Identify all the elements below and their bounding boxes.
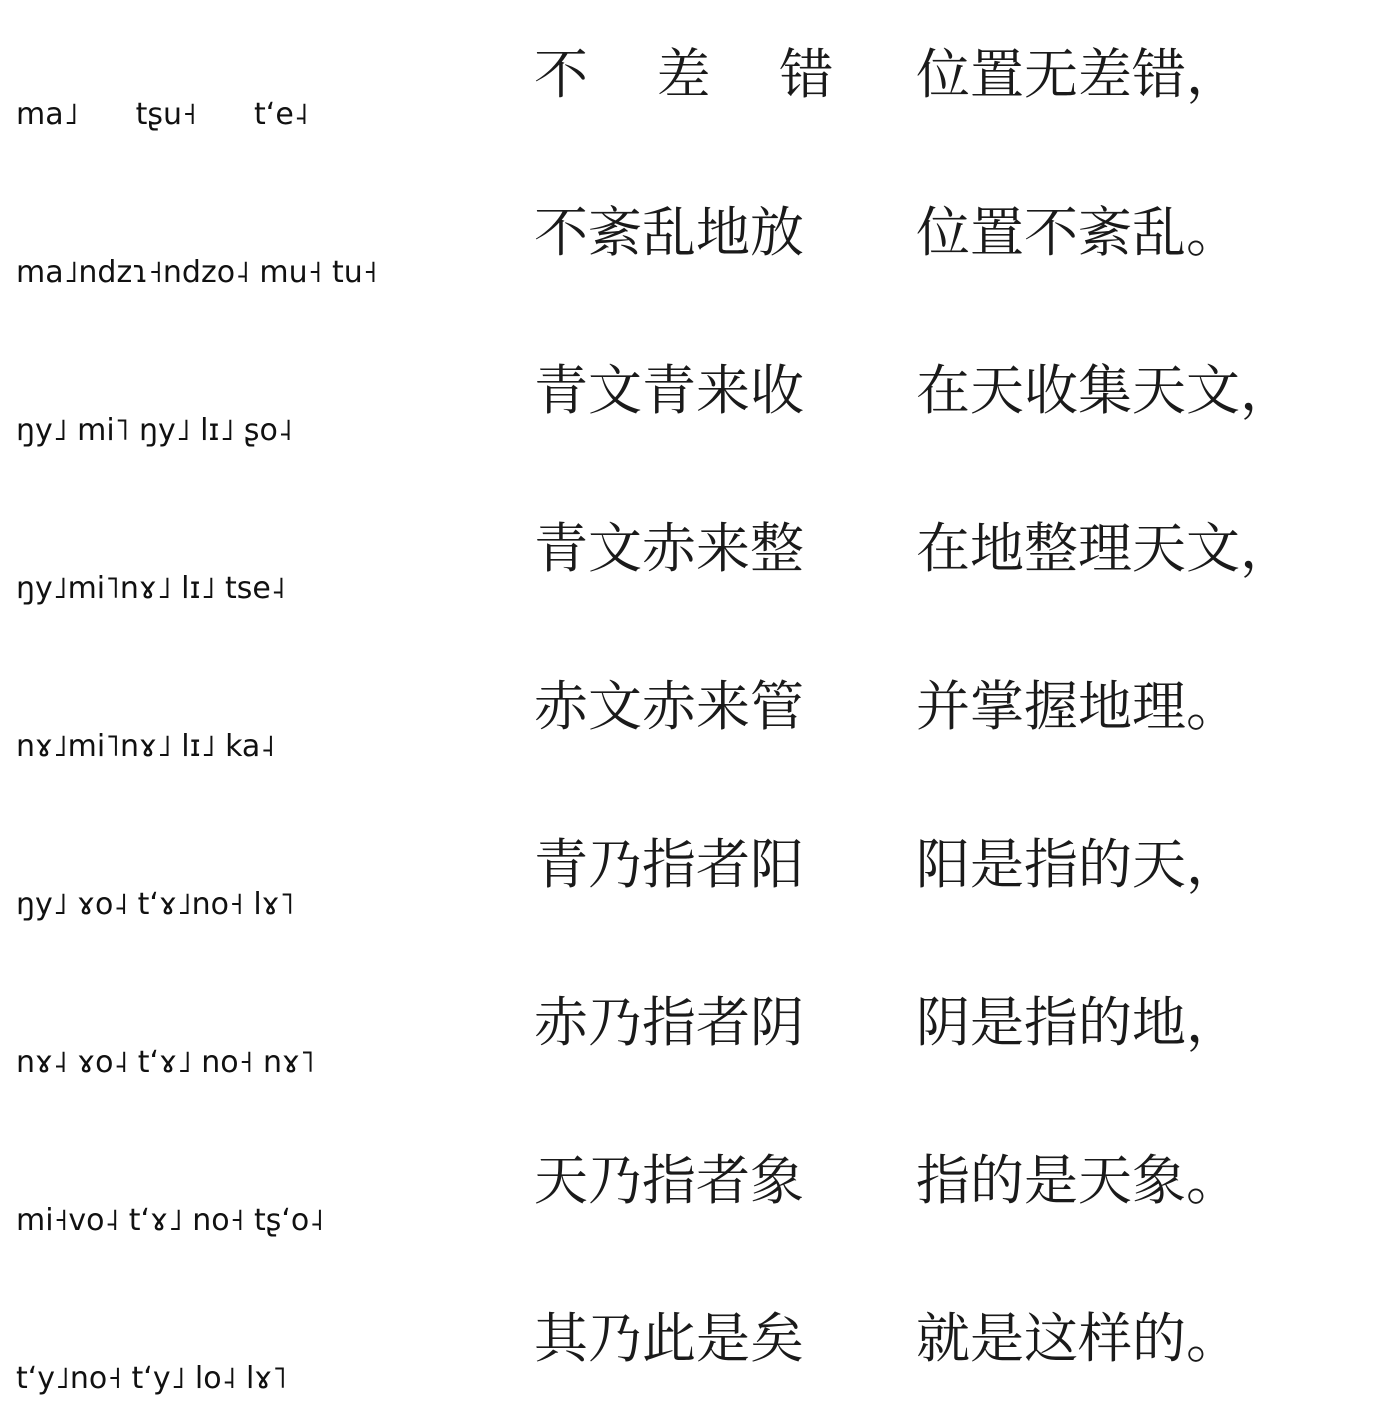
yi-script-line: [16, 954, 446, 1100]
literal-gloss: 其乃此是矣: [534, 1307, 804, 1370]
yi-character: [368, 796, 438, 874]
free-translation: 阴是指的地，: [916, 991, 1240, 1054]
yi-character: [192, 322, 262, 400]
yi-character: [192, 480, 262, 558]
literal-gloss: 不紊乱地放: [534, 201, 804, 264]
yi-character: [16, 954, 86, 1032]
yi-character: [16, 1112, 86, 1190]
phonetic-transcription: ŋy˩mi˥nɤ˩ lɪ˩ tse˨: [16, 571, 286, 606]
text-row: [0, 0, 1379, 158]
text-row: [0, 1106, 1379, 1264]
yi-script-line: [16, 322, 446, 468]
yi-character: [104, 1112, 174, 1190]
yi-character: [104, 480, 174, 558]
yi-character: [188, 6, 258, 84]
yi-character: [192, 1112, 262, 1190]
literal-gloss: 赤文赤来管: [534, 675, 804, 738]
free-translation: 指的是天象。: [916, 1149, 1240, 1212]
yi-script-line: [16, 6, 446, 152]
yi-character: [104, 164, 174, 242]
text-row: [0, 474, 1379, 632]
yi-character: [104, 796, 174, 874]
yi-character: [192, 1270, 262, 1348]
yi-character: [104, 954, 174, 1032]
text-row: [0, 1264, 1379, 1422]
phonetic-transcription: nɤ˨ ɤo˨ tʻɤ˩ no˧ nɤ˥: [16, 1045, 315, 1080]
free-translation: 位置无差错，: [916, 43, 1240, 106]
yi-character: [284, 796, 354, 874]
text-row: [0, 158, 1379, 316]
yi-character: [192, 796, 262, 874]
yi-character: [284, 1270, 354, 1348]
yi-character: [16, 1270, 86, 1348]
yi-script-line: [16, 480, 446, 626]
text-row: [0, 632, 1379, 790]
free-translation: 位置不紊乱。: [916, 201, 1240, 264]
free-translation: 阳是指的天，: [916, 833, 1240, 896]
phonetic-transcription: ma˩ tʂu˧ tʻe˨: [16, 97, 309, 132]
yi-character: [104, 638, 174, 716]
yi-character: [284, 164, 354, 242]
yi-character: [368, 164, 438, 242]
yi-character: [192, 954, 262, 1032]
yi-character: [16, 480, 86, 558]
yi-character: [104, 322, 174, 400]
literal-gloss: 天乃指者象: [534, 1149, 804, 1212]
phonetic-transcription: ma˩ndzɿ˧ndzo˨ mu˧ tu˧: [16, 255, 378, 290]
literal-gloss: 青文赤来整: [534, 517, 804, 580]
yi-character: [16, 164, 86, 242]
yi-character: [368, 322, 438, 400]
literal-gloss: 青乃指者阳: [534, 833, 804, 896]
yi-character: [368, 1270, 438, 1348]
yi-script-line: [16, 1112, 446, 1258]
yi-script-line: [16, 164, 446, 310]
yi-character: [368, 638, 438, 716]
yi-character: [16, 638, 86, 716]
yi-character: [16, 322, 86, 400]
yi-character: [284, 1112, 354, 1190]
yi-script-line: [16, 638, 446, 784]
yi-character: [284, 322, 354, 400]
free-translation: 在地整理天文，: [916, 517, 1294, 580]
free-translation: 就是这样的。: [916, 1307, 1240, 1370]
yi-character: [368, 480, 438, 558]
phonetic-transcription: mi˧vo˨ tʻɤ˩ no˧ tʂʻo˨: [16, 1203, 325, 1238]
yi-character: [284, 480, 354, 558]
yi-character: [368, 6, 438, 84]
text-row: [0, 790, 1379, 948]
yi-script-line: [16, 796, 446, 942]
phonetic-transcription: tʻy˩no˧ tʻy˩ lo˨ lɤ˥: [16, 1361, 287, 1396]
yi-character: [16, 796, 86, 874]
literal-gloss: 不 差 错: [534, 43, 834, 106]
free-translation: 在天收集天文，: [916, 359, 1294, 422]
yi-character: [368, 954, 438, 1032]
yi-character: [16, 6, 86, 84]
phonetic-transcription: ŋy˩ mi˥ ŋy˩ lɪ˩ ʂo˨: [16, 413, 293, 448]
free-translation: 并掌握地理。: [916, 675, 1240, 738]
literal-gloss: 赤乃指者阴: [534, 991, 804, 1054]
phonetic-transcription: nɤ˩mi˥nɤ˩ lɪ˩ ka˨: [16, 729, 276, 764]
yi-character: [192, 638, 262, 716]
text-row: [0, 316, 1379, 474]
yi-character: [104, 1270, 174, 1348]
phonetic-transcription: ŋy˩ ɤo˨ tʻɤ˩no˧ lɤ˥: [16, 887, 295, 922]
text-row: [0, 948, 1379, 1106]
yi-script-line: [16, 1270, 446, 1416]
yi-character: [368, 1112, 438, 1190]
literal-gloss: 青文青来收: [534, 359, 804, 422]
yi-character: [284, 954, 354, 1032]
yi-character: [284, 638, 354, 716]
yi-character: [192, 164, 262, 242]
